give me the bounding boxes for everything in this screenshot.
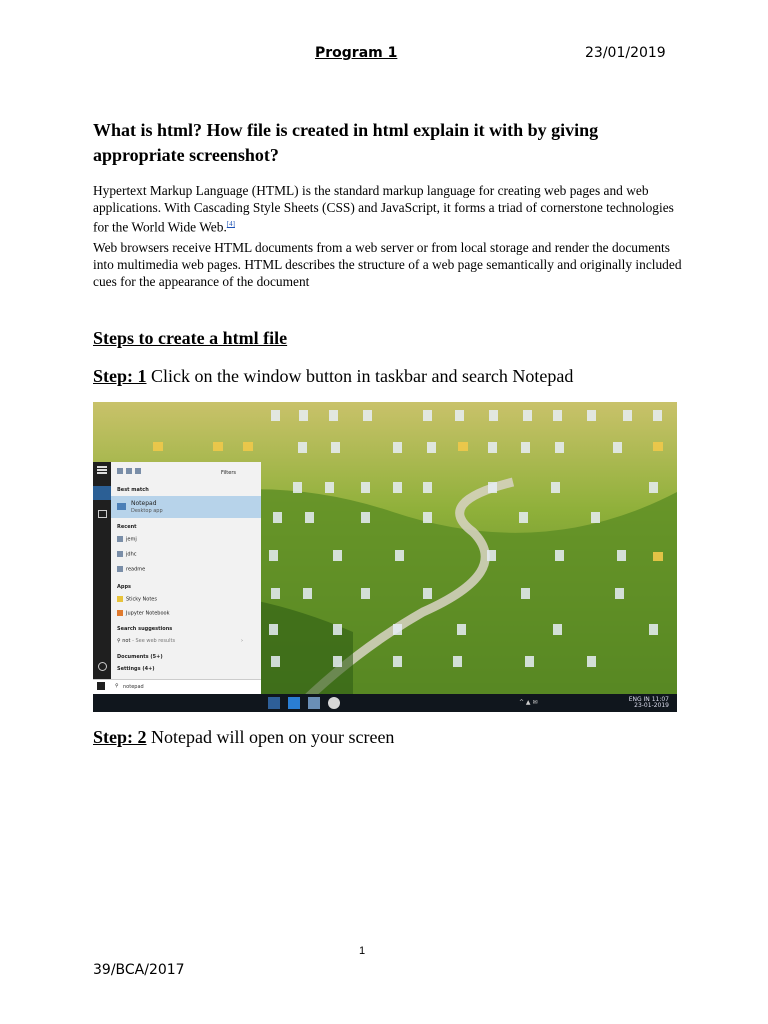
suggestions-label: Search suggestions <box>117 626 173 632</box>
home-icon[interactable] <box>93 486 111 500</box>
search-icon: ⚲ <box>117 638 121 644</box>
windows-icon[interactable] <box>97 682 105 690</box>
step-2-text: Notepad will open on your screen <box>146 727 395 747</box>
app-item-label: Sticky Notes <box>126 596 157 603</box>
taskbar <box>93 694 677 712</box>
app-icon[interactable] <box>328 697 340 709</box>
recent-item-label: jdhc <box>126 551 137 558</box>
hamburger-icon[interactable] <box>97 466 107 468</box>
file-icon <box>117 536 123 542</box>
filters-button[interactable]: Filters <box>221 470 236 476</box>
header-date: 23/01/2019 <box>585 45 666 61</box>
chevron-right-icon[interactable]: › <box>241 638 243 644</box>
language-indicator[interactable]: ENG IN <box>628 696 650 703</box>
step-1 <box>93 366 573 387</box>
taskbar-search-box[interactable] <box>93 679 261 694</box>
steps-heading: Steps to create a html file <box>93 328 288 348</box>
tray-icons[interactable]: ^ ▲ ✉ <box>519 699 538 706</box>
step-2 <box>93 727 394 748</box>
recent-item[interactable] <box>117 536 137 543</box>
settings-label[interactable]: Settings (4+) <box>117 666 155 672</box>
suggestion-text: not <box>122 638 131 644</box>
best-match-notepad[interactable] <box>111 496 261 518</box>
document-icon[interactable] <box>98 510 107 518</box>
clock-time: 11:07 <box>651 696 669 703</box>
step-2-label: Step: 2 <box>93 727 147 747</box>
gear-icon[interactable] <box>98 662 107 671</box>
question-heading: What is html? How file is created in html explain it with by giving appropriate screenshot? <box>93 120 599 165</box>
docs-filter-icon[interactable] <box>126 468 132 474</box>
filter-icons <box>117 468 157 474</box>
app-item[interactable] <box>117 610 169 617</box>
windows-screenshot <box>93 402 677 712</box>
jupyter-icon <box>117 610 123 616</box>
edge-icon[interactable] <box>288 697 300 709</box>
explorer-icon[interactable] <box>308 697 320 709</box>
citation-link[interactable]: [4] <box>226 220 235 228</box>
recent-item-label: readme <box>126 566 146 573</box>
app-item[interactable] <box>117 596 157 603</box>
system-clock[interactable] <box>629 697 669 709</box>
recent-item[interactable] <box>117 551 136 558</box>
web-filter-icon[interactable] <box>135 468 141 474</box>
app-item-label: Jupyter Notebook <box>126 610 170 617</box>
file-icon <box>117 566 123 572</box>
apps-filter-icon[interactable] <box>117 468 123 474</box>
best-match-label: Best match <box>117 487 149 493</box>
recent-label: Recent <box>117 524 137 530</box>
paragraph-html-definition <box>93 182 683 235</box>
search-input[interactable]: notepad <box>123 684 144 690</box>
apps-label: Apps <box>117 584 132 590</box>
suggestion-item[interactable] <box>117 638 175 644</box>
notepad-icon <box>117 503 126 510</box>
task-view-icon[interactable] <box>268 697 280 709</box>
best-app-name: Notepad <box>131 500 157 507</box>
sticky-notes-icon <box>117 596 123 602</box>
recent-item-label: jemj <box>126 536 137 543</box>
paragraph-text: Hypertext Markup Language (HTML) is the standard markup language for creating web pages and web applications. With Cascading Style Sheets (CSS) and JavaScript, it forms a triad of cornerstone technologies for the World Wide Web. <box>93 183 674 235</box>
search-icon: ⚲ <box>115 683 119 689</box>
documents-label[interactable]: Documents (5+) <box>117 654 163 660</box>
footer-roll-number: 39/BCA/2017 <box>93 962 185 978</box>
recent-item[interactable] <box>117 566 145 573</box>
start-menu <box>93 462 261 694</box>
step-1-text: Click on the window button in taskbar and search Notepad <box>146 366 574 386</box>
page-number: 1 <box>359 945 366 957</box>
start-rail <box>93 462 111 694</box>
program-title: Program 1 <box>315 45 398 61</box>
best-app-sub: Desktop app <box>131 508 163 514</box>
step-1-label: Step: 1 <box>93 366 147 386</box>
suggestion-hint: - See web results <box>132 638 176 644</box>
file-icon <box>117 551 123 557</box>
clock-date: 23-01-2019 <box>634 702 669 709</box>
paragraph-browsers: Web browsers receive HTML documents from a web server or from local storage and render the documents into multimedia web pages. HTML describes the structure of a web page semantically and originally included cues for the appearance of the document <box>93 240 682 289</box>
